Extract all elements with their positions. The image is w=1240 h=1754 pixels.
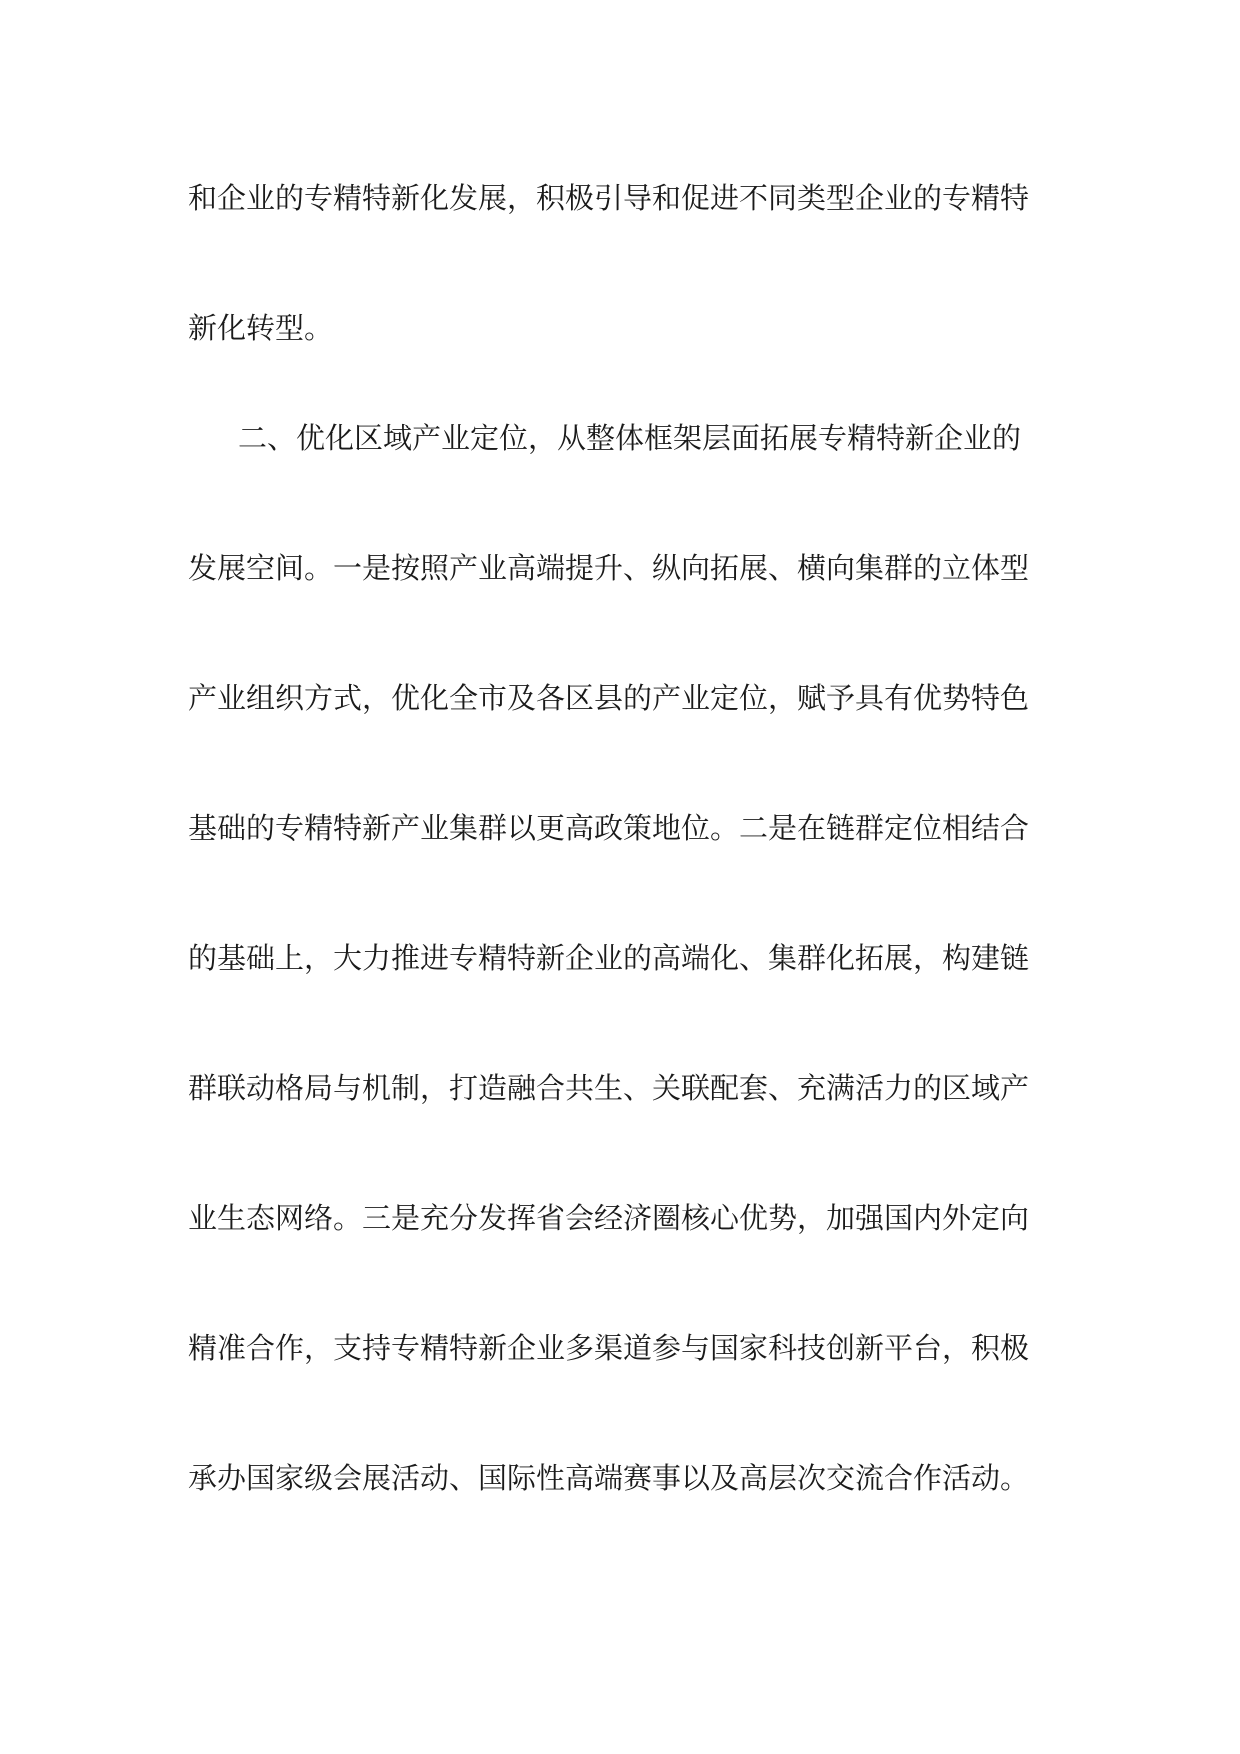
text-line-11: 承办国家级会展活动、国际性高端赛事以及高层次交流合作活动。 xyxy=(188,1461,1030,1495)
text-line-2: 新化转型。 xyxy=(188,311,334,345)
section-heading-line: 二、优化区域产业定位，从整体框架层面拓展专精特新企业的 xyxy=(238,421,1022,455)
text-line-9: 业生态网络。三是充分发挥省会经济圈核心优势，加强国内外定向 xyxy=(188,1201,1030,1235)
text-line-8: 群联动格局与机制，打造融合共生、关联配套、充满活力的区域产 xyxy=(188,1071,1030,1105)
text-line-6: 基础的专精特新产业集群以更高政策地位。二是在链群定位相结合 xyxy=(188,811,1030,845)
text-line-4: 发展空间。一是按照产业高端提升、纵向拓展、横向集群的立体型 xyxy=(188,551,1030,585)
text-line-10: 精准合作，支持专精特新企业多渠道参与国家科技创新平台，积极 xyxy=(188,1331,1030,1365)
text-line-7: 的基础上，大力推进专精特新企业的高端化、集群化拓展，构建链 xyxy=(188,941,1030,975)
text-line-1: 和企业的专精特新化发展，积极引导和促进不同类型企业的专精特 xyxy=(188,181,1030,215)
text-line-5: 产业组织方式，优化全市及各区县的产业定位，赋予具有优势特色 xyxy=(188,681,1030,715)
